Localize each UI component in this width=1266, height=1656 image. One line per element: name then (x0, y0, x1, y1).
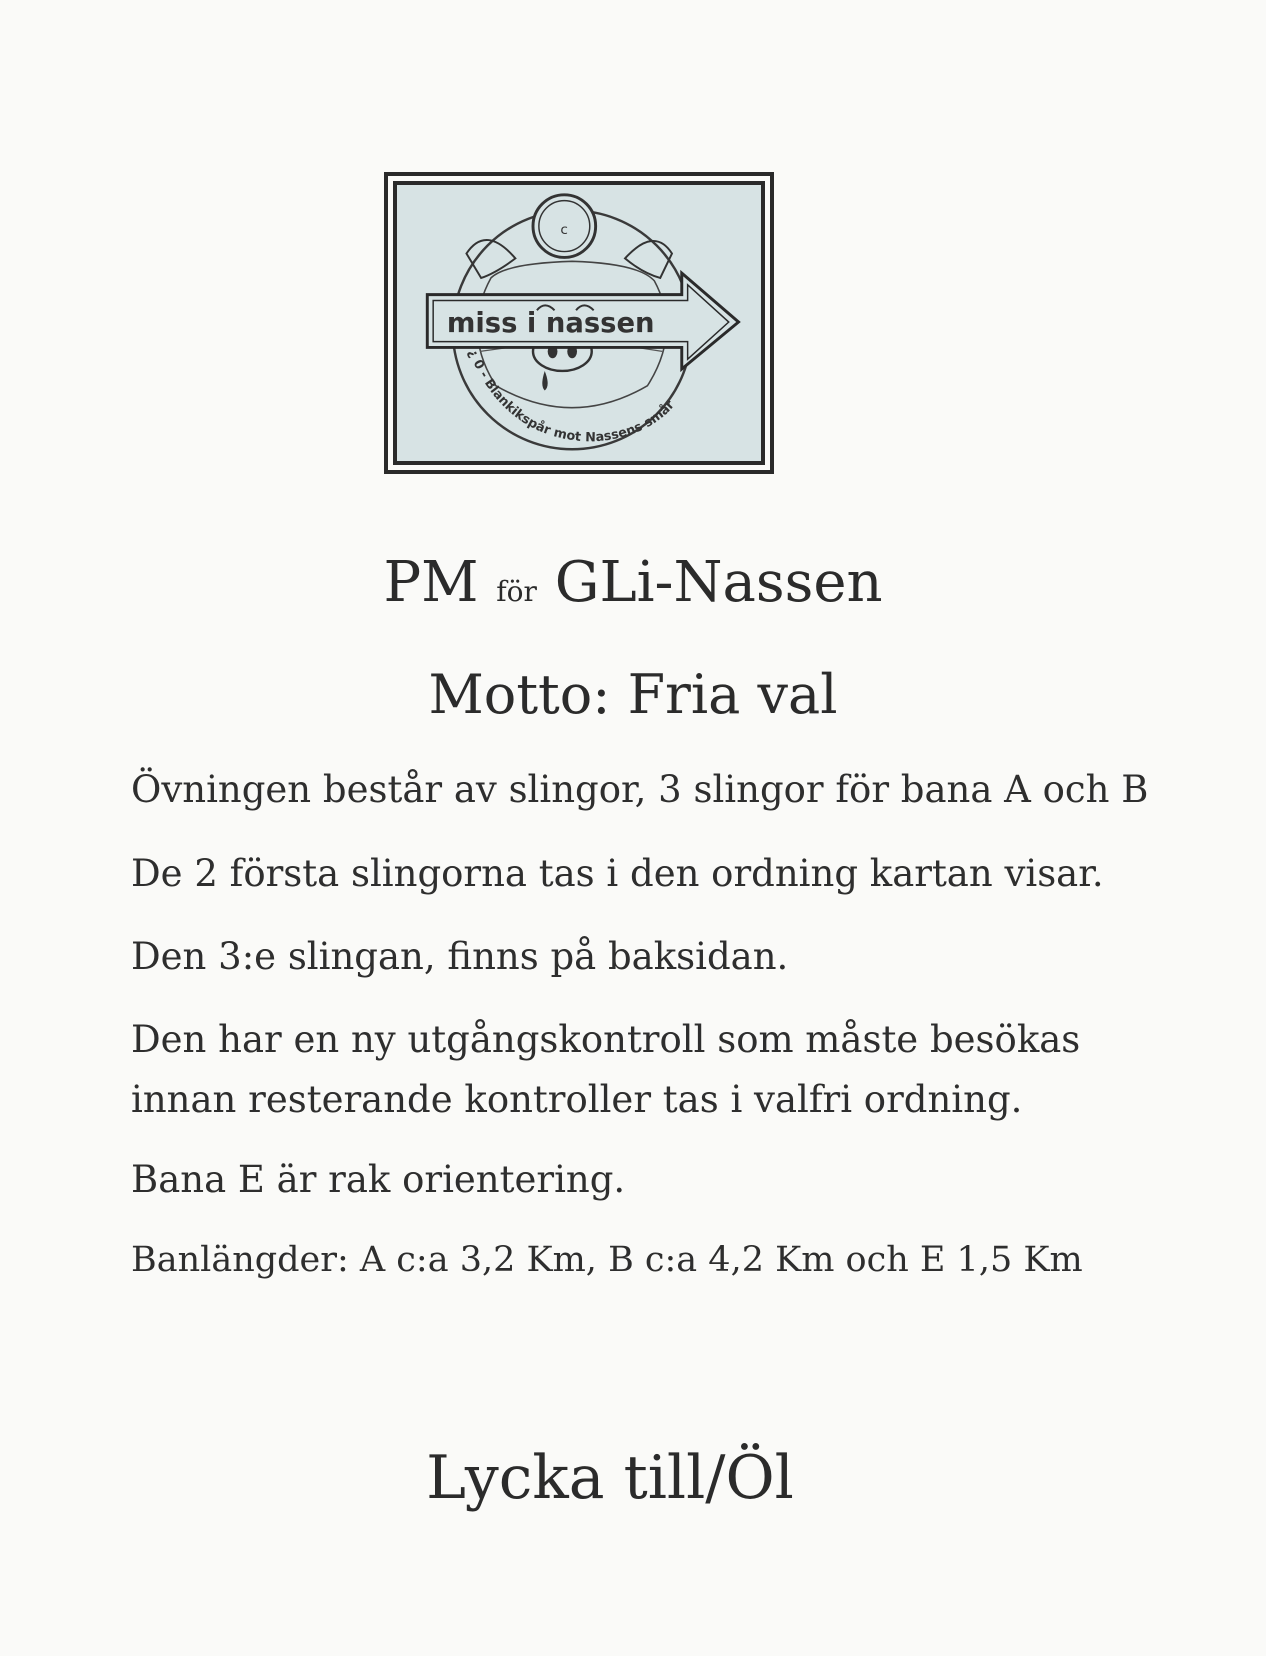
body-line-2: De 2 första slingorna tas i den ordning kartan visar. (131, 852, 1104, 895)
pig-ear-right (625, 241, 672, 278)
pig-logo-graphic (397, 185, 761, 461)
logo-frame (384, 172, 774, 474)
page-title (0, 548, 1266, 627)
body-line-4: Den har en ny utgångskontroll som måste besökas (131, 1018, 1081, 1061)
body-line-5: innan resterande kontroller tas i valfri ordning. (131, 1078, 1023, 1121)
body-line-6: Bana E är rak orientering. (131, 1158, 626, 1201)
logo-ring-text: ¿ 0 - Blankikspår mot Nassens smår (465, 346, 677, 445)
body-line-3: Den 3:e slingan, finns på baksidan. (131, 935, 789, 978)
closing-text: Lycka till/Öl (426, 1443, 794, 1513)
title-for: för (496, 575, 537, 608)
title-pm: PM (383, 550, 479, 615)
logo-badge-letter: c (560, 221, 568, 238)
logo (393, 181, 765, 465)
title-event: GLi-Nassen (554, 550, 883, 615)
pig-tear (542, 371, 547, 391)
logo-text: miss i nassen (446, 307, 655, 339)
body-line-course-lengths: Banlängder: A c:a 3,2 Km, B c:a 4,2 Km och E 1,5 Km (131, 1240, 1083, 1280)
body-line-1: Övningen består av slingor, 3 slingor för bana A och B (131, 768, 1149, 811)
motto: Motto: Fria val (428, 663, 838, 726)
pig-ear-left (466, 240, 515, 278)
